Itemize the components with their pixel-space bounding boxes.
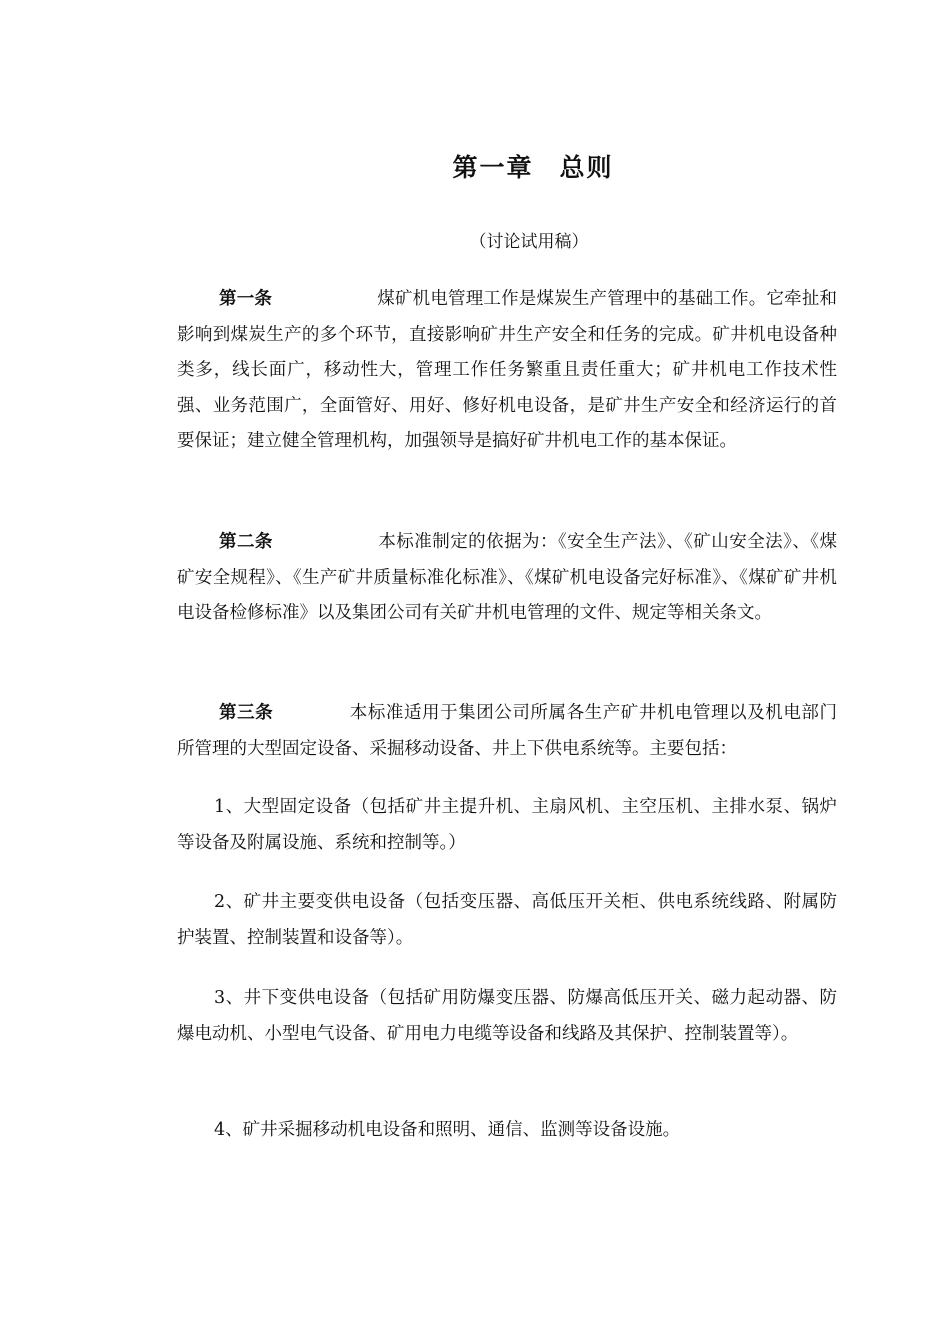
article-2-head: 第二条 [219,532,273,552]
list-item: 4、矿井采掘移动机电设备和照明、通信、监测等设备设施。 [214,1120,681,1140]
chapter-number: 第一章 [452,153,534,182]
list-item: 3、井下变供电设备（包括矿用防爆变压器、防爆高低压开关、磁力起动器、防爆电动机、小型电气设备、矿用电力电缆等设备和线路及其保护、控制装置等）。 [177,988,837,1044]
article-3-text: 本标准适用于集团公司所属各生产矿井机电管理以及机电部门所管理的大型固定设备、采掘移动设备、井上下供电系统等。主要包括： [177,703,838,759]
article-1 [177,282,837,460]
article-3-head: 第三条 [219,703,274,723]
draft-note: （讨论试用稿） [469,232,589,252]
list-item: 2、矿井主要变供电设备（包括变压器、高低压开关柜、供电系统线路、附属防护装置、控制装置和设备等）。 [177,892,837,948]
chapter-title [0,148,950,184]
article-1-head: 第一条 [219,289,273,309]
article-2-text: 本标准制定的依据为：《安全生产法》、《矿山安全法》、《煤矿安全规程》、《生产矿井质量标准化标准》、《煤矿机电设备完好标准》、《煤矿矿井机电设备检修标准》以及集团公司有关矿井机电管理的文件、规定等相关条文。 [177,532,838,623]
list-item: 1、大型固定设备（包括矿井主提升机、主扇风机、主空压机、主排水泵、锅炉等设备及附属设施、系统和控制等。） [177,797,837,853]
chapter-name: 总则 [559,153,614,182]
article-3 [177,696,837,767]
article-1-text: 煤矿机电管理工作是煤炭生产管理中的基础工作。它牵扯和影响到煤炭生产的多个环节，直接影响矿井生产安全和任务的完成。矿井机电设备种类多，线长面广，移动性大，管理工作任务繁重且责任重大；矿井机电工作技术性强、业务范围广，全面管好、用好、修好机电设备，是矿井生产安全和经济运行的首要保证；建立健全管理机构，加强领导是搞好矿井机电工作的基本保证。 [177,289,838,451]
article-2 [177,525,837,632]
